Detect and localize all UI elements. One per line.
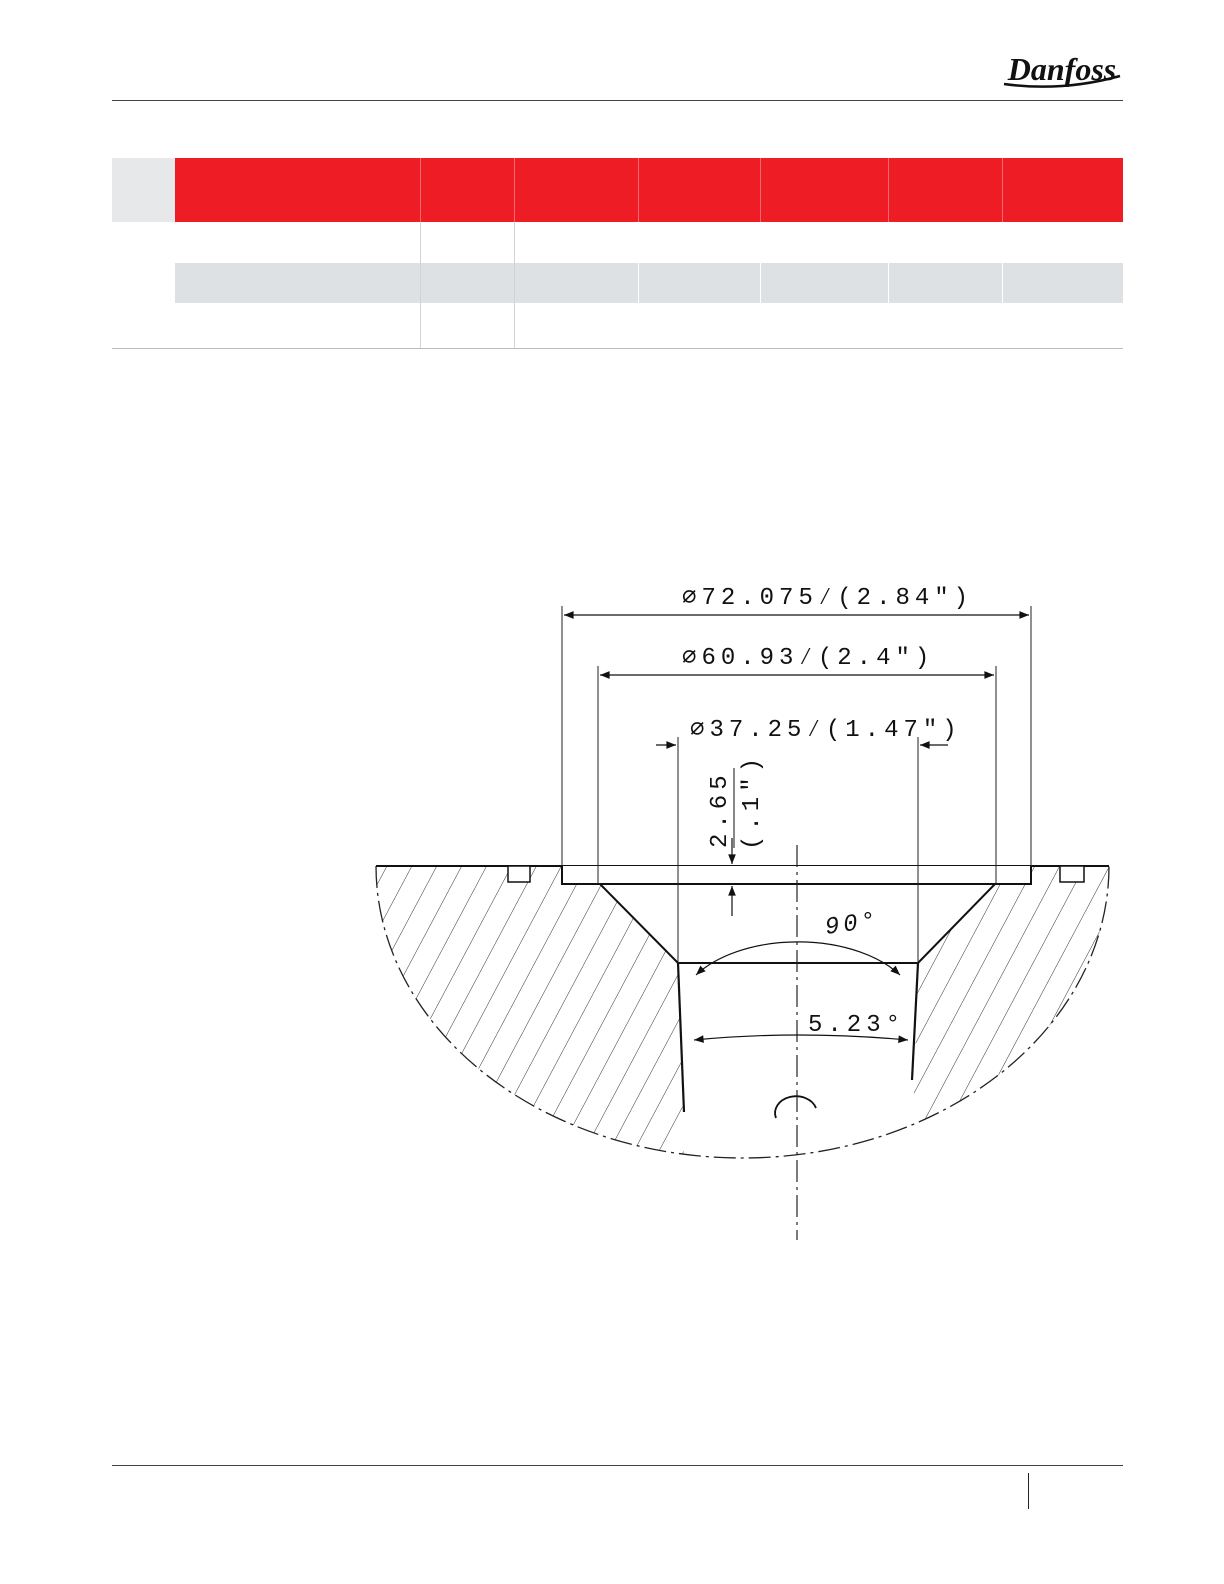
dim-middle-diameter: ∅60.93⁄(2.4")	[682, 645, 935, 672]
dim-outer-diameter: ∅72.075⁄(2.84")	[682, 585, 974, 612]
footer-page-separator	[1028, 1473, 1029, 1509]
logo-wordmark: Danfoss	[1007, 51, 1117, 87]
col-divider	[888, 158, 889, 222]
col-divider	[760, 158, 761, 222]
footer-rule	[112, 1465, 1123, 1466]
col-divider	[638, 263, 639, 303]
angle-taper: 5.23°	[808, 1012, 906, 1039]
angle-chamfer: 90°	[823, 907, 882, 942]
table-bottom-rule	[112, 348, 1123, 349]
table-header-row	[175, 158, 1123, 222]
table-side-tab	[112, 158, 175, 222]
col-divider	[420, 158, 421, 222]
dim-inner-diameter: ∅37.25⁄(1.47")	[690, 717, 962, 744]
danfoss-logo	[1000, 46, 1124, 92]
dim-depth-mm: 2.65	[707, 770, 734, 848]
col-divider	[1002, 158, 1003, 222]
header-rule	[112, 100, 1123, 101]
col-divider	[514, 222, 515, 348]
cross-section-drawing	[340, 560, 1140, 1260]
dim-depth-in: (.1")	[739, 752, 766, 850]
col-divider	[1002, 263, 1003, 303]
col-divider	[888, 263, 889, 303]
col-divider	[420, 222, 421, 348]
spec-table	[112, 158, 1123, 349]
table-row-striped	[175, 263, 1123, 303]
col-divider	[514, 158, 515, 222]
col-divider	[638, 158, 639, 222]
col-divider	[760, 263, 761, 303]
